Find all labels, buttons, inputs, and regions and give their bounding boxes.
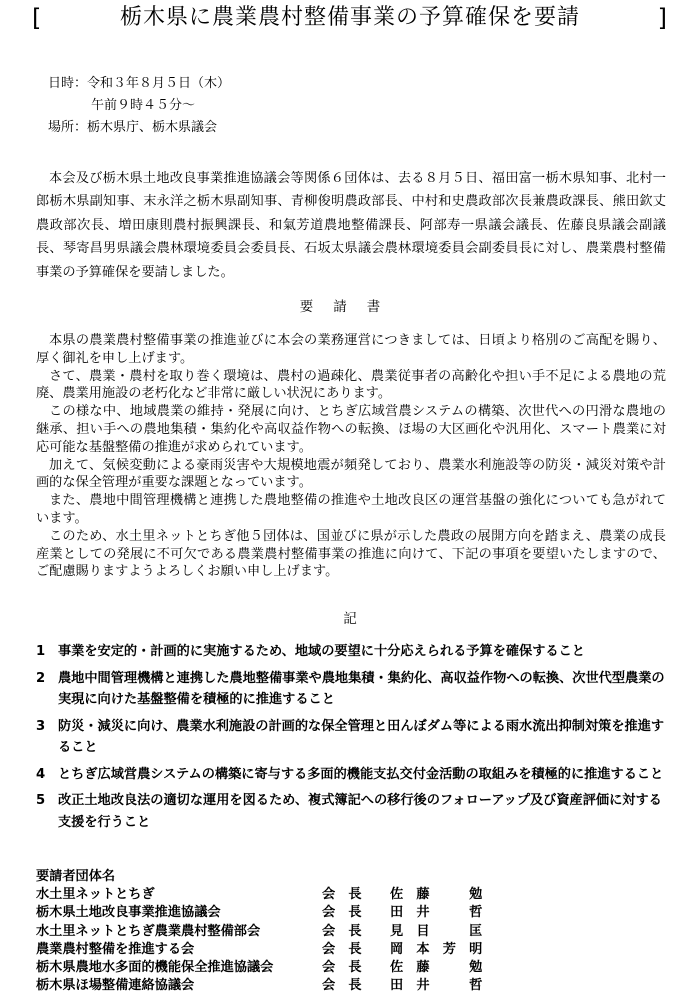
title-text: 栃木県に農業農村整備事業の予算確保を要請 [119, 5, 580, 30]
body-paragraph: また、農地中間管理機構と連携した農地整備の推進や土地改良区の運営基盤の強化についても急がれています。 [36, 493, 666, 526]
requester-row [36, 886, 556, 904]
requester-role: 会 長 [322, 960, 362, 976]
page-title [32, 4, 668, 32]
title-close-bracket: ] [657, 4, 668, 32]
requester-name: 田 井 哲 [390, 978, 483, 994]
requester-name: 見 目 匡 [390, 923, 483, 939]
item-text: 防災・減災に向け、農業水利施設の計画的な保全管理と田んぼダム等による雨水流出抑制対策を推進すること [58, 718, 665, 755]
request-heading: 要請書 [299, 299, 401, 315]
requester-name: 田 井 哲 [390, 905, 483, 921]
place-line: 場所：栃木県庁、栃木県議会 [48, 120, 218, 135]
requester-list [36, 868, 556, 996]
item-text: 農地中間管理機構と連携した農地整備事業や農地集積・集約化、高収益作物への転換、次世代型農業の実現に向けた基盤整備を積極的に推進すること [58, 670, 665, 707]
item-text: 改正土地改良法の適切な運用を図るため、複式簿記への移行後のフォローアップ及び資産評価に対する支援を行うこと [58, 793, 662, 830]
request-item [36, 668, 670, 711]
requester-row [36, 977, 556, 995]
body-paragraph: この様な中、地域農業の維持・発展に向け、とちぎ広域営農システムの構築、次世代への円滑な農地の継承、担い手への農地集積・集約化や高収益作物への転換、ほ場の大区画化や汎用化、スマート農業に対応可能な基盤整備の推進が求められています。 [36, 404, 666, 455]
requester-name: 岡 本 芳 明 [390, 941, 483, 957]
item-text: とちぎ広域営農システムの構築に寄与する多面的機能支払交付金活動の取組みを積極的に推進すること [58, 766, 664, 782]
requester-org: 農業農村整備を推進する会 [36, 941, 195, 957]
request-item [36, 716, 670, 759]
requester-role: 会 長 [322, 978, 362, 994]
requester-role: 会 長 [322, 905, 362, 921]
request-body [36, 332, 666, 581]
time-line: 午前９時４５分～ [91, 98, 196, 113]
requester-org: 水土里ネットとちぎ [36, 887, 155, 902]
item-number: 1 [36, 644, 46, 659]
requester-org: 栃木県農地水多面的機能保全推進協議会 [36, 960, 274, 976]
requester-row [36, 923, 556, 941]
intro-paragraph: 本会及び栃木県土地改良事業推進協議会等関係６団体は、去る８月５日、福田富一栃木県知事、北村一郎栃木県副知事、末永洋之栃木県副知事、青柳俊明農政部長、中村和史農政部次長兼農政課長、熊田欽丈農政部次長、増田康則農村振興課長、和氣芳道農地整備課長、阿部寿一県議会議長、佐藤良県議会副議長、琴寄昌男県議会農林環境委員会委員長、石坂太県議会農林環境委員会副委員長に対し、農業農村整備事業の予算確保を要請しました。 [36, 171, 666, 280]
requester-row [36, 959, 556, 977]
requester-org: 水土里ネットとちぎ農業農村整備部会 [36, 923, 261, 939]
item-number: 2 [36, 670, 46, 686]
date-line: 日時：令和３年８月５日（木） [48, 76, 231, 91]
requester-name: 佐 藤 勉 [390, 960, 483, 976]
requester-row [36, 904, 556, 922]
request-item [36, 790, 670, 833]
item-number: 3 [36, 718, 46, 734]
item-number: 5 [36, 793, 46, 808]
ki-heading: 記 [343, 611, 357, 627]
requester-role: 会 長 [322, 941, 362, 957]
item-text: 事業を安定的・計画的に実施するため、地域の要望に十分応えられる予算を確保すること [58, 644, 585, 659]
request-item [36, 641, 670, 663]
request-items [36, 641, 670, 838]
meeting-info [48, 73, 230, 139]
item-number: 4 [36, 766, 46, 782]
requester-role: 会 長 [322, 923, 362, 939]
requester-name: 佐 藤 勉 [390, 887, 483, 902]
title-open-bracket: [ [32, 4, 43, 32]
requester-heading: 要請者団体名 [36, 869, 116, 884]
body-paragraph: 加えて、気候変動による豪雨災害や大規模地震が頻発しており、農業水利施設等の防災・減災対策や計画的な保全管理が重要な課題となっています。 [36, 457, 666, 491]
requester-org: 栃木県土地改良事業推進協議会 [36, 905, 221, 921]
requester-org: 栃木県ほ場整備連絡協議会 [36, 978, 195, 994]
request-item [36, 764, 670, 786]
requester-row [36, 941, 556, 959]
body-paragraph: このため、水土里ネットとちぎ他５団体は、国並びに県が示した農政の展開方向を踏まえ、農業の成長産業としての発展に不可欠である農業農村整備事業の推進に向けて、下記の事項を要望いたしますので、ご配慮賜りますようよろしくお願い申し上げます。 [36, 528, 666, 580]
requester-role: 会 長 [322, 887, 362, 902]
body-paragraph: 本県の農業農村整備事業の推進並びに本会の業務運営につきましては、日頃より格別のご高配を賜り、厚く御礼を申し上げます。 [36, 333, 666, 366]
body-paragraph: さて、農業・農村を取り巻く環境は、農村の過疎化、農業従事者の高齢化や担い手不足による農地の荒廃、農業用施設の老朽化など非常に厳しい状況にあります。 [36, 368, 666, 402]
